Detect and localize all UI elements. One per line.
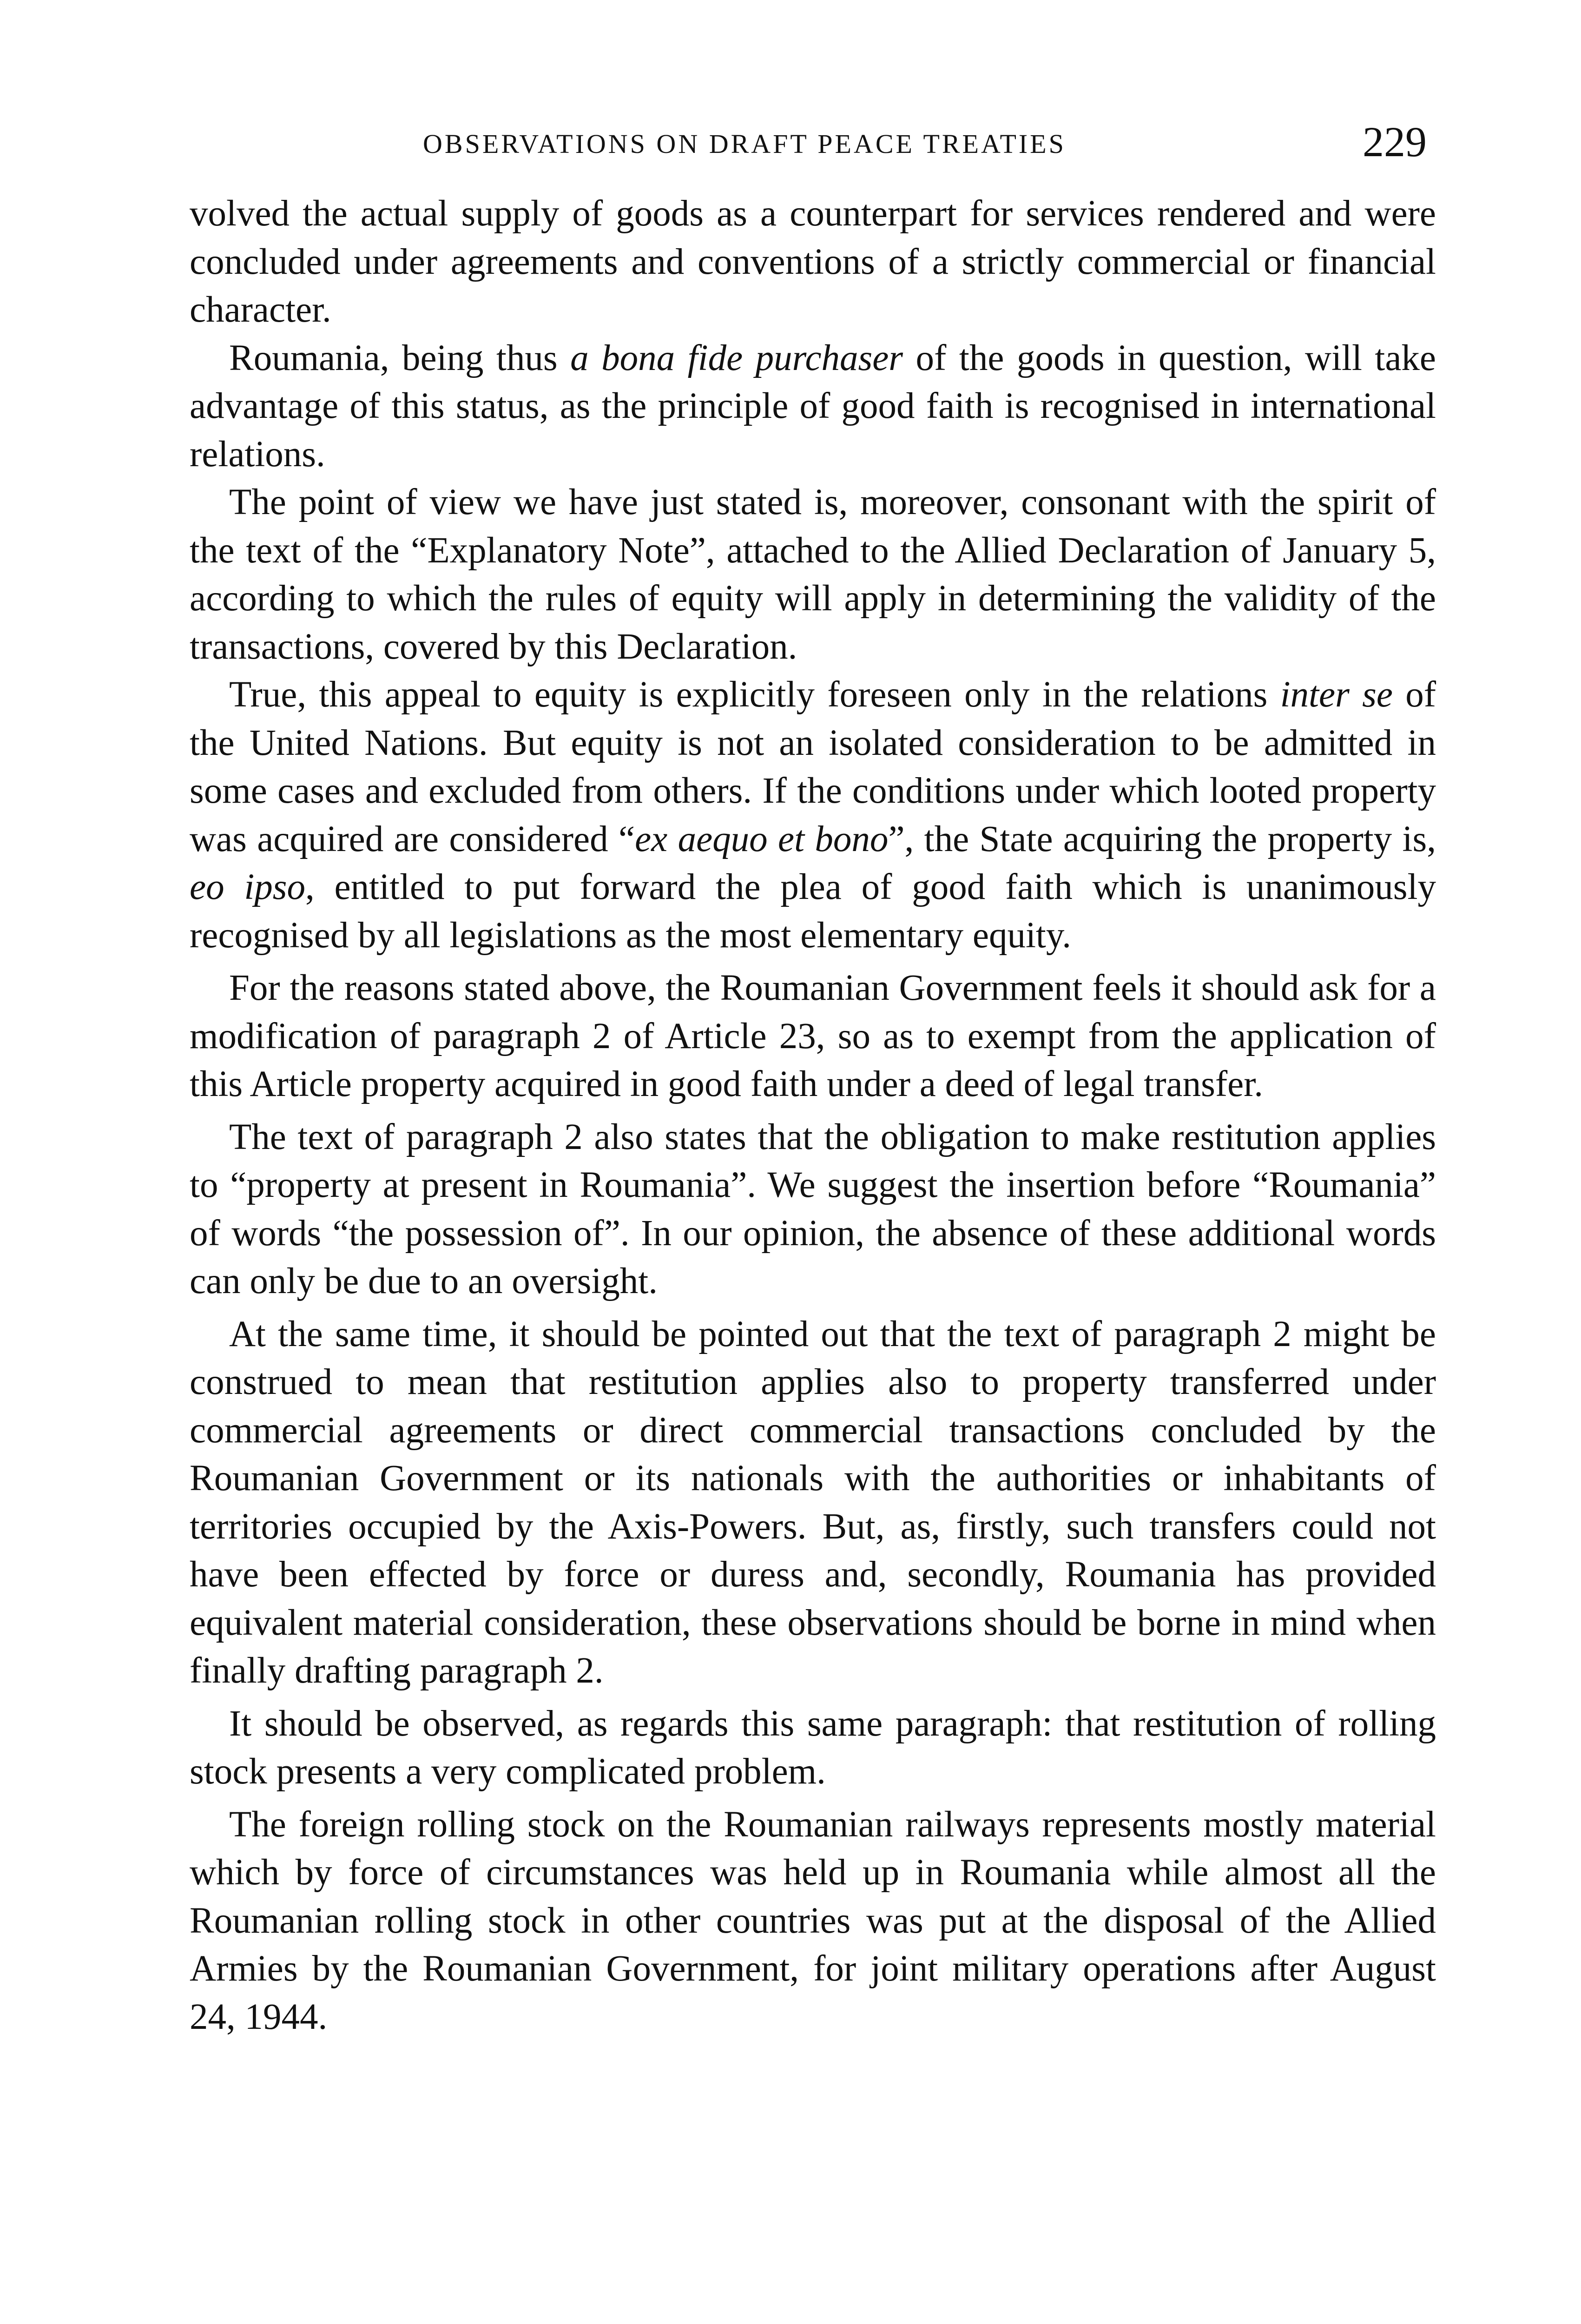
paragraph-foreign-rolling-stock [190, 1801, 1436, 2041]
paragraph-text: The point of view we have just stated is, moreover, consonant with the spirit of the text of the “Explanatory Note”, attached to the Allied Declaration of January 5, according to which the rules of equity will apply in determining the validity of the transactions, covered by this Declaration. [190, 482, 1436, 667]
paragraph-bona-fide [190, 334, 1436, 479]
paragraph-equity [190, 671, 1436, 959]
paragraph-text: It should be observed, as regards this same paragraph: that restitution of rolling stock presents a very complicated problem. [190, 1703, 1436, 1792]
italic-phrase: a bona fide purchaser [570, 337, 903, 378]
paragraph-commercial-transfers [190, 1310, 1436, 1695]
paragraph-text: ”, the State acquiring the property is, [888, 819, 1436, 859]
paragraph-text: Roumania, being thus [229, 337, 571, 378]
paragraph-continuation [190, 190, 1436, 334]
italic-phrase: inter se [1280, 674, 1393, 715]
paragraph-text: of the United Nations. But equity is not an isolated consideration to be admitted in some cases and excluded from others. If the conditions under which looted property was acquired are considered “ [190, 674, 1436, 859]
paragraph-text: For the reasons stated above, the Roumanian Government feels it should ask for a modification of paragraph 2 of Article 23, so as to exempt from the application of this Article property acquired in good faith under a deed of legal transfer. [190, 968, 1436, 1104]
body-text [190, 190, 1436, 2041]
paragraph-text: At the same time, it should be pointed out that the text of paragraph 2 might be construed to mean that restitution applies also to property transferred under commercial agreements or direct commercial transactions concluded by the Roumanian Government or its nationals with the authorities or inhabitants of territories occupied by the Axis-Powers. But, as, firstly, such transfers could not have been effected by force or duress and, secondly, Roumania has provided equivalent material consideration, these observations should be borne in mind when finally drafting paragraph 2. [190, 1314, 1436, 1691]
running-head [191, 116, 1445, 177]
page-number: 229 [1363, 118, 1427, 165]
paragraph-rolling-stock-problem [190, 1700, 1436, 1796]
paragraph-text: The foreign rolling stock on the Roumanian railways represents mostly material which by force of circumstances was held up in Roumania while almost all the Roumanian rolling stock in other countries was put at the disposal of the Allied Armies by the Roumanian Government, for joint military operations after August 24, 1944. [190, 1804, 1436, 2037]
paragraph-text: True, this appeal to equity is explicitly foreseen only in the relations [229, 674, 1280, 715]
paragraph-text: of the goods in question, will take advantage of this status, as the principle of good faith is recognised in international relations. [190, 337, 1436, 475]
paragraph-text: , entitled to put forward the plea of good faith which is unanimously recognised by all legislations as the most elementary equity. [190, 867, 1436, 956]
paragraph-modification-request [190, 964, 1436, 1109]
running-title: OBSERVATIONS ON DRAFT PEACE TREATIES [423, 129, 1066, 159]
italic-phrase: ex aequo et bono [635, 819, 889, 859]
paragraph-text: The text of paragraph 2 also states that the obligation to make restitution applies to “property at present in Roumania”. We suggest the insertion before “Roumania” of words “the possession of”. In our opinion, the absence of these additional words can only be due to an oversight. [190, 1116, 1436, 1301]
paragraph-explanatory-note [190, 478, 1436, 671]
paragraph-possession-wording [190, 1113, 1436, 1306]
italic-phrase: eo ipso [190, 867, 306, 907]
paragraph-text: volved the actual supply of goods as a counterpart for services rendered and were concluded under agreements and conventions of a strictly commercial or financial character. [190, 193, 1436, 330]
